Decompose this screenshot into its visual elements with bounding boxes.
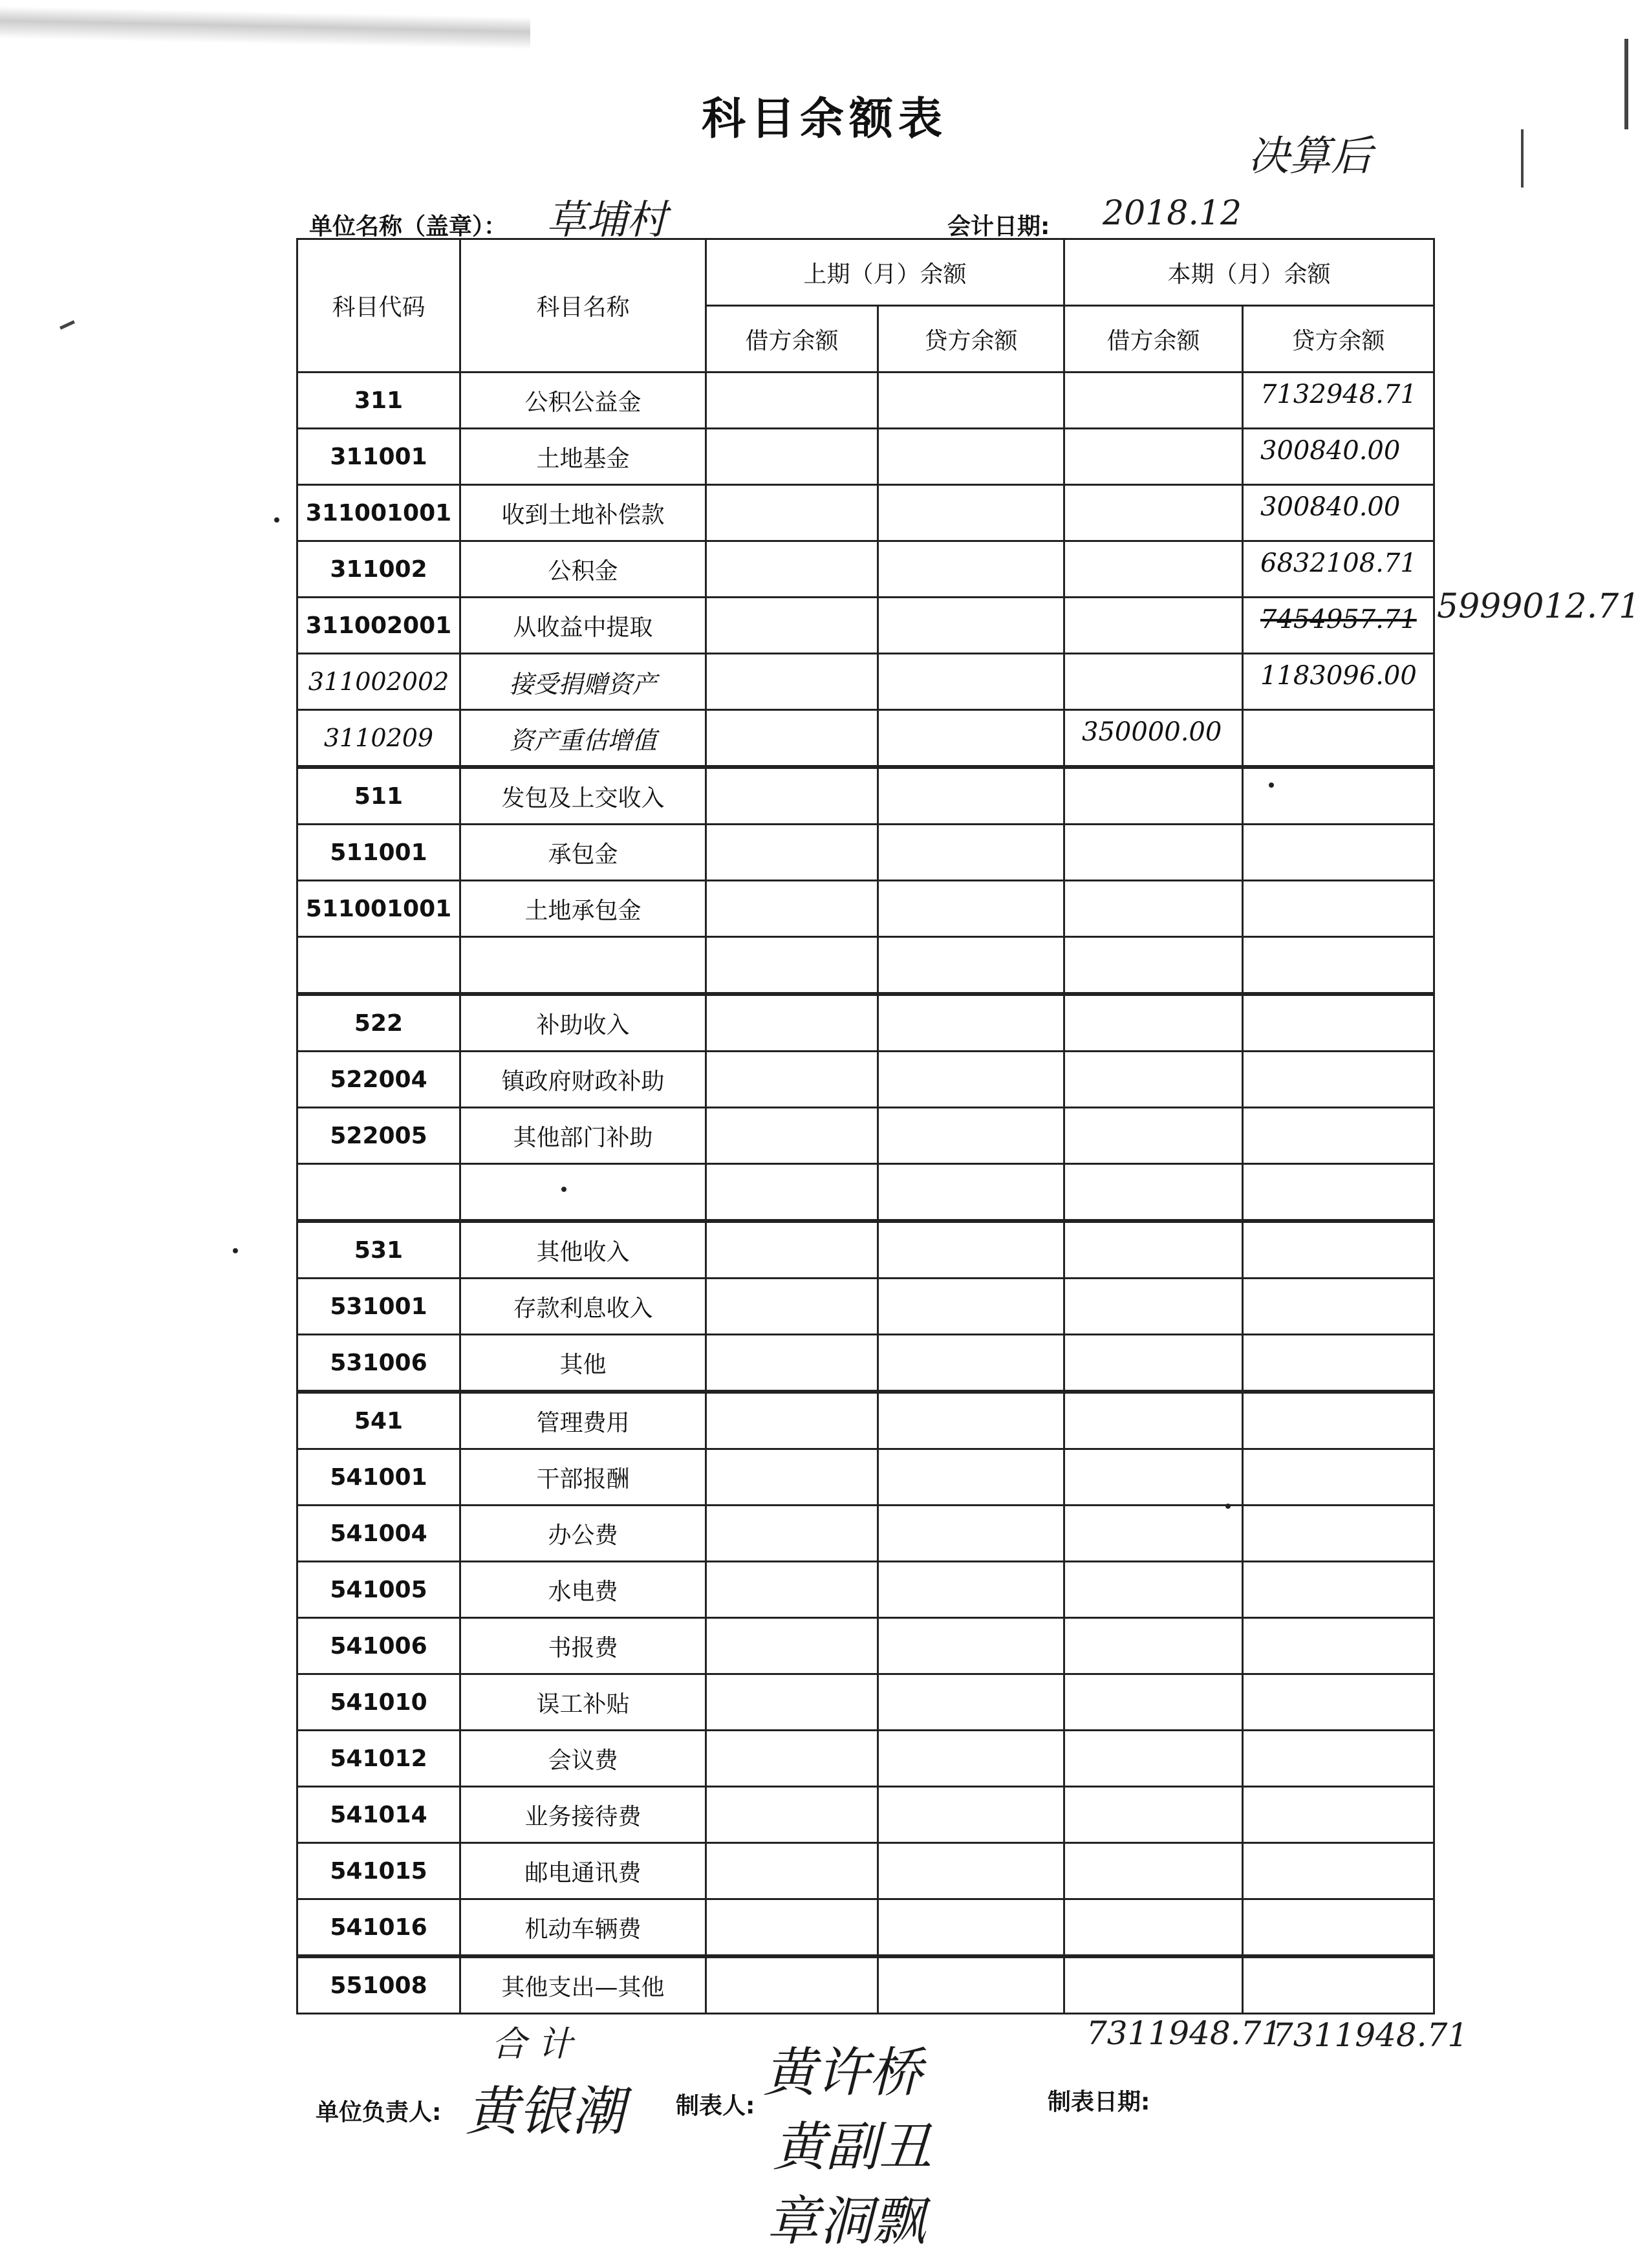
header-prev-debit: 借方余额 [706,306,878,373]
row-curr-credit-value: 6832108.71 [1260,548,1417,578]
row-name: 其他支出—其他 [460,1956,706,2014]
row-name: 干部报酬 [460,1449,706,1506]
row-prev-debit [706,767,878,825]
row-name: 存款利息收入 [460,1279,706,1335]
table-row [297,1108,1434,1164]
row-prev-debit [706,1956,878,2014]
totals-label: 合 计 [491,2024,573,2064]
accounting-date-label: 会计日期: [947,213,1050,240]
row-prev-debit [706,1449,878,1506]
table-row [297,825,1434,881]
row-name: 其他 [460,1335,706,1392]
row-curr-debit [1064,1731,1243,1787]
row-prev-debit [706,485,878,541]
row-prev-debit [706,598,878,654]
row-curr-credit [1243,825,1434,881]
row-curr-credit [1243,654,1434,710]
table-row [297,1787,1434,1843]
row-code: 522005 [297,1108,460,1164]
preparer-label: 制表人: [676,2093,755,2119]
row-prev-debit [706,654,878,710]
row-curr-credit [1243,1956,1434,2014]
row-prev-debit [706,825,878,881]
margin-mark [59,320,75,330]
row-name [460,710,706,768]
row-code: 541015 [297,1843,460,1899]
row-prev-credit [878,937,1064,995]
speck [274,517,279,523]
row-curr-debit [1064,1956,1243,2014]
row-curr-debit [1064,881,1243,937]
row-prev-credit [878,994,1064,1052]
row-name: 管理费用 [460,1392,706,1449]
row-prev-credit [878,1731,1064,1787]
row-name-value: 资产重估增值 [509,726,657,755]
row-prev-debit [706,994,878,1052]
row-curr-debit [1064,825,1243,881]
row-code [297,654,460,710]
row-curr-credit [1243,937,1434,995]
table-row [297,1731,1434,1787]
table-row [297,1221,1434,1279]
row-prev-debit [706,1392,878,1449]
table-row [297,541,1434,598]
row-prev-debit [706,1843,878,1899]
table-row [297,994,1434,1052]
row-name: 土地基金 [460,429,706,485]
annotation-after-final-accounts: 决算后 [1248,133,1372,180]
row-prev-credit [878,1843,1064,1899]
row-prev-debit [706,1618,878,1674]
responsible-signature: 黄银潮 [466,2081,625,2143]
header-curr-period: 本期（月）余额 [1064,239,1434,306]
row-prev-credit [878,1335,1064,1392]
row-curr-debit [1064,598,1243,654]
row-prev-debit [706,937,878,995]
row-prev-credit [878,373,1064,429]
row-curr-debit [1064,1279,1243,1335]
row-name: 公积公益金 [460,373,706,429]
row-name: 其他收入 [460,1221,706,1279]
header-curr-credit: 贷方余额 [1243,306,1434,373]
row-curr-debit [1064,1052,1243,1108]
row-name: 承包金 [460,825,706,881]
row-prev-debit [706,373,878,429]
row-code: 311002001 [297,598,460,654]
row-prev-credit [878,1108,1064,1164]
row-code: 522 [297,994,460,1052]
row-curr-credit [1243,767,1434,825]
table-row [297,373,1434,429]
row-curr-credit-value: 1183096.00 [1260,661,1417,691]
prep-date-label: 制表日期: [1048,2089,1150,2115]
row-code: 531001 [297,1279,460,1335]
row-code: 311 [297,373,460,429]
row-name: 土地承包金 [460,881,706,937]
row-code [297,937,460,995]
row-code: 541014 [297,1787,460,1843]
row-code: 541005 [297,1562,460,1618]
row-curr-credit-value: 7132948.71 [1260,380,1417,409]
row-curr-debit [1064,1674,1243,1731]
row-prev-debit [706,1674,878,1731]
row-code: 541006 [297,1618,460,1674]
row-curr-debit [1064,654,1243,710]
row-name: 补助收入 [460,994,706,1052]
table-row [297,1618,1434,1674]
row-curr-credit [1243,1335,1434,1392]
preparer-signature-1: 黄许桥 [763,2042,922,2104]
unit-name-value: 草埔村 [546,196,667,243]
row-name: 会议费 [460,1731,706,1787]
table-row [297,1279,1434,1335]
table-row [297,1392,1434,1449]
row-curr-credit-value: 7454957.71 [1260,605,1417,634]
row-prev-debit [706,541,878,598]
row-curr-credit-value: 300840.00 [1260,492,1401,522]
row-curr-credit [1243,1674,1434,1731]
row-curr-credit [1243,1052,1434,1108]
row-prev-debit [706,1335,878,1392]
header-prev-period: 上期（月）余额 [706,239,1064,306]
row-code: 551008 [297,1956,460,2014]
row-curr-debit [1064,541,1243,598]
table-row [297,937,1434,995]
accounting-date-value: 2018.12 [1103,194,1242,233]
table-row [297,429,1434,485]
table-row [297,485,1434,541]
row-name [460,937,706,995]
total-curr-debit: 7311948.71 [1086,2014,1282,2052]
row-prev-credit [878,1956,1064,2014]
row-code-value: 3110209 [323,724,434,752]
row-curr-credit [1243,373,1434,429]
row-curr-debit-value: 350000.00 [1082,717,1222,747]
preparer-signature-2: 黄副丑 [773,2117,932,2178]
row-prev-credit [878,485,1064,541]
row-prev-debit [706,1899,878,1957]
row-code: 541004 [297,1506,460,1562]
responsible-label: 单位负责人: [316,2099,442,2126]
table-row [297,1164,1434,1222]
row-code: 531 [297,1221,460,1279]
row-curr-credit [1243,598,1434,654]
row-code: 531006 [297,1335,460,1392]
row-prev-debit [706,881,878,937]
table-row [297,710,1434,768]
row-curr-credit [1243,541,1434,598]
total-curr-credit: 7311948.71 [1273,2016,1469,2054]
row-prev-debit [706,1562,878,1618]
row-code: 541016 [297,1899,460,1957]
row-prev-credit [878,541,1064,598]
row-curr-debit [1064,1392,1243,1449]
table-row [297,1052,1434,1108]
row-name: 误工补贴 [460,1674,706,1731]
row-curr-credit [1243,994,1434,1052]
row-prev-debit [706,1108,878,1164]
row-curr-credit [1243,1731,1434,1787]
row-code [297,1164,460,1222]
row-curr-debit [1064,1449,1243,1506]
row-prev-debit [706,710,878,768]
row-name: 公积金 [460,541,706,598]
row-name: 收到土地补偿款 [460,485,706,541]
table-row [297,654,1434,710]
row-curr-credit [1243,1392,1434,1449]
speck [233,1248,238,1253]
row-curr-debit [1064,1164,1243,1222]
row-name: 从收益中提取 [460,598,706,654]
row-prev-credit [878,1221,1064,1279]
row-prev-debit [706,1279,878,1335]
row-name: 发包及上交收入 [460,767,706,825]
row-code: 511001001 [297,881,460,937]
row-curr-debit [1064,710,1243,768]
row-prev-credit [878,598,1064,654]
row-code: 541 [297,1392,460,1449]
table-row [297,1335,1434,1392]
balance-table [296,238,1435,2014]
row-code-value: 311002002 [308,667,449,696]
row-code: 311001001 [297,485,460,541]
row-curr-credit [1243,1279,1434,1335]
preparer-signature-3: 章洞飘 [766,2191,925,2252]
row-curr-credit [1243,1899,1434,1957]
row-prev-credit [878,1449,1064,1506]
row-code: 511001 [297,825,460,881]
row-curr-credit [1243,1843,1434,1899]
table-row [297,598,1434,654]
row-prev-credit [878,654,1064,710]
row-curr-credit [1243,485,1434,541]
scan-streak [0,6,530,49]
table-row [297,1506,1434,1562]
table-row [297,1674,1434,1731]
row-name [460,654,706,710]
row-curr-debit [1064,994,1243,1052]
header-prev-credit: 贷方余额 [878,306,1064,373]
row-prev-debit [706,1787,878,1843]
row-prev-credit [878,1164,1064,1222]
row-curr-debit [1064,1899,1243,1957]
row-curr-debit [1064,429,1243,485]
row-curr-debit [1064,1221,1243,1279]
row-curr-credit [1243,1449,1434,1506]
table-row [297,767,1434,825]
row-prev-credit [878,1899,1064,1957]
row-name-value: 接受捐赠资产 [509,669,657,698]
row-name: 水电费 [460,1562,706,1618]
row-prev-debit [706,429,878,485]
header-code: 科目代码 [297,239,460,373]
row-prev-credit [878,1392,1064,1449]
row-curr-debit [1064,1506,1243,1562]
table-row [297,881,1434,937]
row-prev-debit [706,1052,878,1108]
row-code: 311001 [297,429,460,485]
row-prev-debit [706,1221,878,1279]
row-name: 办公费 [460,1506,706,1562]
row-code: 541012 [297,1731,460,1787]
row-name [460,1164,706,1222]
row-prev-credit [878,429,1064,485]
row-code: 541001 [297,1449,460,1506]
row-curr-debit [1064,1335,1243,1392]
page-title: 科目余额表 [701,94,947,145]
row-curr-debit [1064,1787,1243,1843]
side-note-correction: 5999012.71 [1437,587,1641,626]
row-curr-debit [1064,1108,1243,1164]
row-curr-debit [1064,1562,1243,1618]
row-prev-credit [878,881,1064,937]
row-prev-credit [878,1787,1064,1843]
row-curr-debit [1064,485,1243,541]
row-name: 镇政府财政补助 [460,1052,706,1108]
row-prev-credit [878,1279,1064,1335]
header-curr-debit: 借方余额 [1064,306,1243,373]
row-name: 邮电通讯费 [460,1843,706,1899]
row-curr-credit [1243,1221,1434,1279]
row-curr-credit [1243,1506,1434,1562]
row-curr-credit [1243,1108,1434,1164]
row-prev-credit [878,825,1064,881]
row-name: 机动车辆费 [460,1899,706,1957]
row-code [297,710,460,768]
row-curr-credit [1243,1787,1434,1843]
row-name: 书报费 [460,1618,706,1674]
row-curr-debit [1064,373,1243,429]
row-curr-credit [1243,1618,1434,1674]
table-row [297,1562,1434,1618]
row-code: 522004 [297,1052,460,1108]
header-name: 科目名称 [460,239,706,373]
row-prev-credit [878,1052,1064,1108]
row-curr-debit [1064,1618,1243,1674]
row-prev-credit [878,767,1064,825]
row-prev-debit [706,1164,878,1222]
table-row [297,1843,1434,1899]
row-prev-credit [878,710,1064,768]
row-curr-credit [1243,1562,1434,1618]
row-prev-credit [878,1562,1064,1618]
row-name: 其他部门补助 [460,1108,706,1164]
row-curr-credit [1243,881,1434,937]
table-row [297,1899,1434,1957]
row-curr-debit [1064,767,1243,825]
row-curr-credit [1243,1164,1434,1222]
row-curr-debit [1064,1843,1243,1899]
unit-name-label: 单位名称（盖章）： [309,213,508,240]
row-code: 311002 [297,541,460,598]
row-curr-credit [1243,429,1434,485]
table-row [297,1449,1434,1506]
row-curr-credit [1243,710,1434,768]
row-code: 511 [297,767,460,825]
row-prev-credit [878,1618,1064,1674]
row-prev-credit [878,1674,1064,1731]
row-prev-credit [878,1506,1064,1562]
row-curr-debit [1064,937,1243,995]
row-prev-debit [706,1506,878,1562]
row-curr-credit-value: 300840.00 [1260,436,1401,466]
row-code: 541010 [297,1674,460,1731]
row-name: 业务接待费 [460,1787,706,1843]
table-row [297,1956,1434,2014]
row-prev-debit [706,1731,878,1787]
